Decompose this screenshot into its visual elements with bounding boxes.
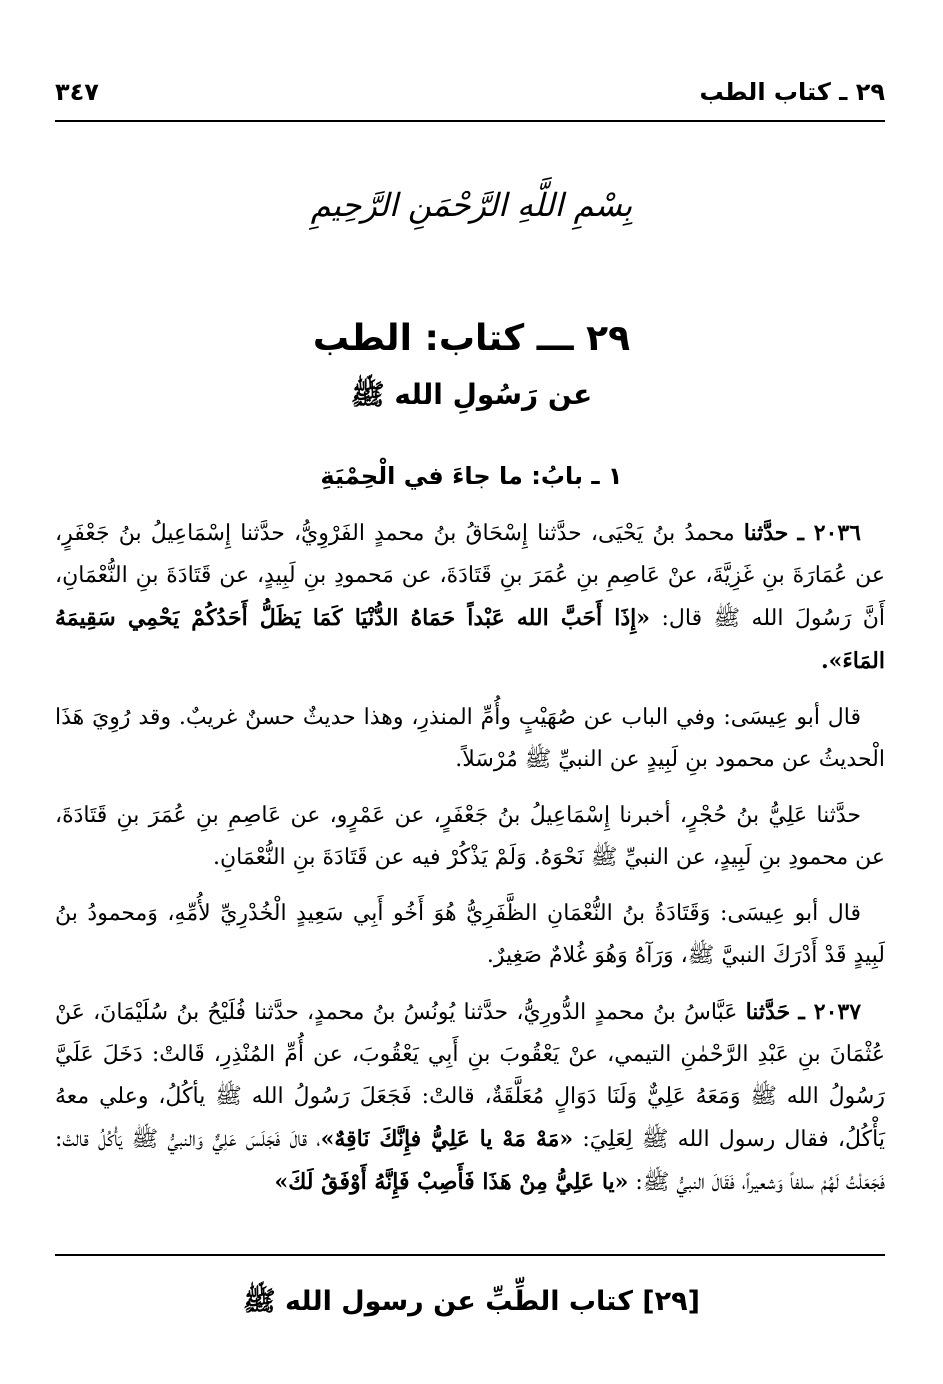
- hadith-number: ٢٠٣٦ ـ: [797, 520, 861, 546]
- page-header: [55, 72, 885, 112]
- narration-keyword: حَدَّثنا: [745, 999, 791, 1025]
- book-title: ٢٩ ـــ كتاب: الطب: [312, 318, 631, 359]
- commentary-paragraph: قال أبو عِيسَى: وفي الباب عن صُهَيْبٍ وأُمِّ المنذرِ، وهذا حديثٌ حسنٌ غريبٌ. وقد رُوِيَ هَذَا الْحديثُ عن محمود بنِ لَبِيدٍ عن النبيِّ ﷺ مُرْسَلاً.: [55, 705, 885, 772]
- isnad-text: عَبَّاسُ بنُ محمدٍ الدُّورِيُّ، حدَّثنا يُونُسُ بنُ محمدٍ، حدَّثنا فُلَيْحُ بنُ سُلَيْمَانَ، عَنْ عُثْمَانَ بنِ عَبْدِ الرَّحْمٰنِ التيمي، عنْ يَعْقُوبَ بنِ أَبِي يَعْقُوبَ، عن أُمِّ المُنْذِرِ، قَالتْ: دَخَلَ عَلَيَّ رَسُولُ الله ﷺ وَمَعَهُ عَلِيٌّ وَلَنَا دَوَالٍ مُعَلَّقَةٌ، قالتْ: فَجَعَلَ رَسُولُ الله ﷺ يأكُلُ، وعلي معهُ يَأْكُلُ، فقال رسول الله ﷺ لِعَلِيَ:: [55, 1000, 885, 1152]
- isnad-paragraph: حدَّثنا عَلِيُّ بنُ حُجْرٍ، أخبرنا إِسْمَاعِيلُ بنُ جَعْفَرٍ، عن عَمْرٍو، عن عَاصِمِ بنِ عُمَرَ بنِ قَتَادَةَ، عن محمودِ بنِ لَبِيدٍ، عن النبيِّ ﷺ نَحْوَهُ. وَلَمْ يَذْكُرْ فيه عن قَتَادَةَ بنِ النُّعْمَانِ.: [55, 803, 885, 870]
- hadith-2036: [55, 512, 885, 683]
- body-text: [55, 512, 885, 1218]
- narration-keyword: حدَّثنا: [743, 520, 789, 546]
- header-divider: [55, 120, 885, 122]
- hadith-text: ، قالَ فَجَلَسَ عَلِيٌّ وَالنبيُّ ﷺ يَأْكُلُ قالتْ: فَجَعَلْتُ لَهُمْ سلفاً وَشعيراً، فَقَالَ النبيُّ ﷺ:: [55, 1127, 885, 1195]
- chapter-title: ١ ـ بابُ: ما جاءَ في الْحِمْيَةِ: [320, 462, 623, 490]
- isnad-text: محمدُ بنُ يَحْيَى، حدَّثنا إِسْحَاقُ بنُ محمدٍ الفَرْوِيُّ، حدَّثنا إِسْمَاعِيلُ بنُ جَعْفَرٍ، عن عُمَارَةَ بنِ غَزِيَّةَ، عنْ عَاصِمِ بنِ عُمَرَ بنِ قَتَادَةَ، عن مَحمودِ بنِ لَبِيدٍ، عن قَتَادَةَ بنِ النُّعْمَانِ، أَنَّ رَسُولَ الله ﷺ قال:: [55, 521, 886, 631]
- hadith-quote: «إِذَا أَحَبَّ الله عَبْداً حَمَاهُ الدُّنْيَا كَمَا يَظَلُّ أَحَدُكُمْ يَحْمِي سَقِيمَهُ المَاءَ».: [55, 605, 885, 674]
- hadith-2037: [55, 991, 885, 1204]
- footer-section-title: [٢٩] كتاب الطِّبِّ عن رسول الله ﷺ: [243, 1286, 700, 1317]
- hadith-number: ٢٠٣٧ ـ: [798, 999, 862, 1025]
- hadith-quote: «مَهْ مَهْ يا عَلِيُّ فإِنَّكَ نَاقِهٌ»: [320, 1126, 574, 1152]
- hadith-quote: «يا عَلِيُّ مِنْ هَذَا فَأَصِبْ فَإِنَّهُ أَوْفَقُ لَكَ»: [274, 1169, 629, 1195]
- footer-divider: [55, 1254, 885, 1256]
- basmala: بِسْمِ اللَّهِ الرَّحْمَنِ الرَّحِيمِ: [310, 186, 633, 224]
- commentary-paragraph: قال أبو عِيسَى: وَقَتَادَةُ بنُ النُّعْمَانِ الظَّفَرِيُّ هُوَ أَخُو أَبِي سَعِيدٍ الْخُدْرِيِّ لأُمِّهِ، وَمحمودُ بنُ لَبِيدٍ قَدْ أَدْرَكَ النبيَّ ﷺ، وَرَآهُ وَهُوَ غُلامٌ صَغِيرٌ.: [55, 901, 885, 968]
- book-subtitle: عن رَسُولِ الله ﷺ: [350, 378, 593, 411]
- page-number: ٣٤٧: [55, 78, 99, 106]
- running-title: ٢٩ ـ كتاب الطب: [699, 78, 885, 106]
